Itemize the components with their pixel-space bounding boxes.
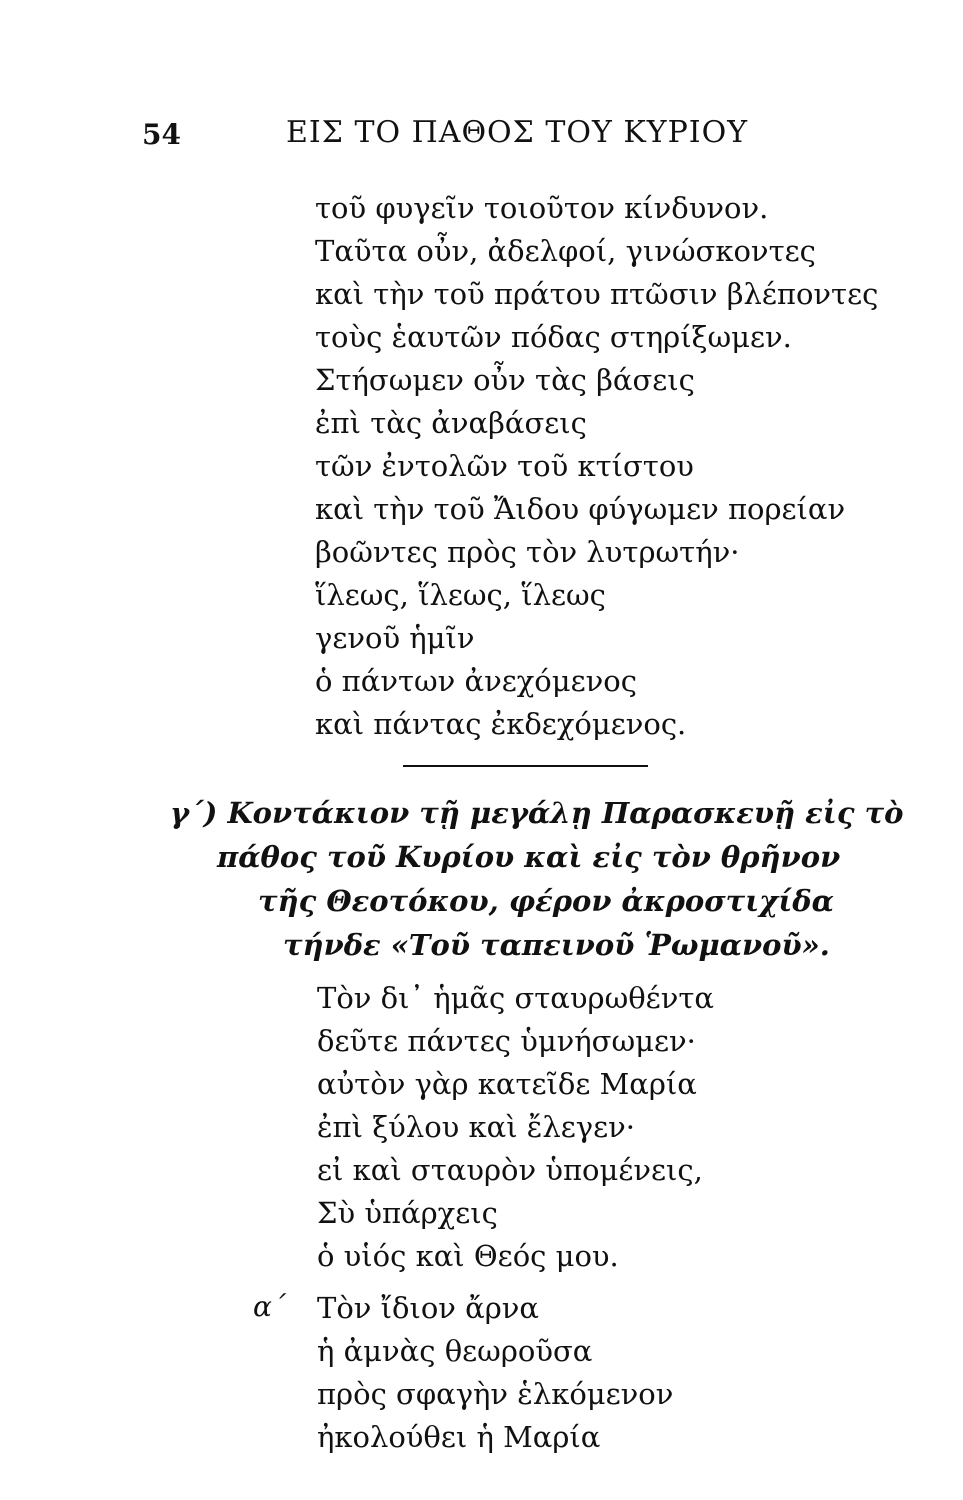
verse-line: ἠκολούθει ἡ Μαρία (317, 1420, 601, 1454)
verse-line: εἰ καὶ σταυρὸν ὑπομένεις, (317, 1153, 703, 1187)
running-head: ΕΙΣ ΤΟ ΠΑΘΟΣ ΤΟΥ ΚΥΡΙΟΥ (286, 115, 748, 150)
verse-line: αὐτὸν γὰρ κατεῖδε Μαρία (317, 1067, 697, 1101)
heading-line: γ΄) Κοντάκιον τῇ μεγάλῃ Παρασκευῇ εἰς τὸ (170, 796, 904, 830)
page-number: 54 (142, 118, 181, 151)
verse-line: ἡ ἀμνὰς θεωροῦσα (317, 1334, 593, 1368)
verse-block-kontakion (317, 980, 877, 1281)
verse-block-first (315, 190, 879, 749)
verse-line: ἐπὶ ξύλου καὶ ἔλεγεν· (317, 1110, 635, 1144)
verse-line: τῶν ἐντολῶν τοῦ κτίστου (315, 449, 694, 483)
verse-line: ἵλεως, ἵλεως, ἵλεως (315, 578, 606, 612)
verse-line: Ταῦτα οὖν, ἀδελφοί, γινώσκοντες (315, 234, 816, 268)
verse-line: Στήσωμεν οὖν τὰς βάσεις (315, 363, 695, 397)
verse-line: πρὸς σφαγὴν ἑλκόμενον (317, 1377, 674, 1411)
verse-line: ὁ πάντων ἀνεχόμενος (315, 664, 637, 698)
verse-line: Τὸν ἴδιον ἄρνα (317, 1291, 540, 1325)
verse-line: τοὺς ἑαυτῶν πόδας στηρίξωμεν. (315, 320, 792, 354)
section-divider (403, 765, 648, 767)
verse-line: Τὸν δι᾽ ἡμᾶς σταυρωθέντα (317, 981, 714, 1015)
heading-line: πάθος τοῦ Κυρίου καὶ εἰς τὸν θρῆνον (217, 840, 841, 874)
heading-line: τῆς Θεοτόκου, φέρον ἀκροστιχίδα (258, 884, 834, 918)
verse-block-stanza-alpha (317, 1290, 877, 1462)
verse-line: τοῦ φυγεῖν τοιοῦτον κίνδυνον. (315, 191, 769, 225)
verse-line: ὁ υἱός καὶ Θεός μου. (317, 1239, 619, 1273)
heading-line: τήνδε «Τοῦ ταπεινοῦ Ῥωμανοῦ». (283, 928, 830, 962)
verse-line: γενοῦ ἡμῖν (315, 621, 475, 655)
stanza-marker: α΄ (253, 1290, 286, 1323)
verse-line: καὶ τὴν τοῦ πράτου πτῶσιν βλέποντες (315, 277, 879, 311)
verse-line: Σὺ ὑπάρχεις (317, 1196, 498, 1230)
verse-line: καὶ τὴν τοῦ Ἄιδου φύγωμεν πορείαν (315, 492, 846, 526)
verse-line: δεῦτε πάντες ὑμνήσωμεν· (317, 1024, 696, 1058)
kontakion-heading (170, 795, 904, 971)
verse-line: βοῶντες πρὸς τὸν λυτρωτήν· (315, 535, 740, 569)
verse-line: ἐπὶ τὰς ἀναβάσεις (315, 406, 587, 440)
verse-line: καὶ πάντας ἐκδεχόμενος. (315, 707, 687, 741)
